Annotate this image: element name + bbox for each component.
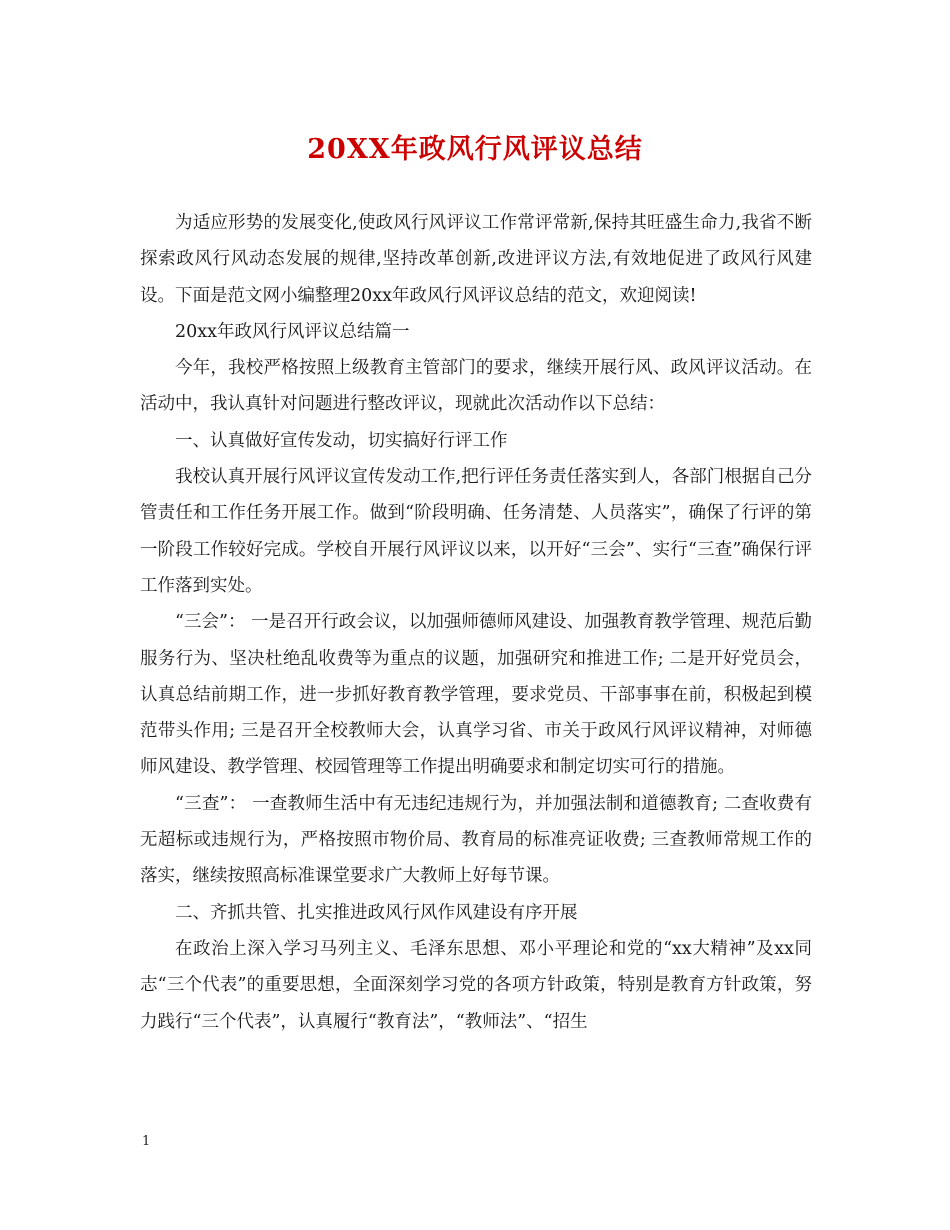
paragraph: 今年，我校严格按照上级教育主管部门的要求，继续开展行风、政风评议活动。在活动中，我认真针对问题进行整改评议，现就此次活动作以下总结： xyxy=(140,358,812,415)
section-heading-part-one: 20xx年政风行风评议总结篇一 xyxy=(175,321,410,342)
section-heading-two: 二、齐抓共管、扎实推进政风行风作风建设有序开展 xyxy=(175,902,578,923)
paragraph: 我校认真开展行风评议宣传发动工作,把行评任务责任落实到人，各部门根据自己分管责任和工作任务开展工作。做到“阶段明确、任务清楚、人员落实”，确保了行评的第一阶段工作较好完成。学校自开展行风评议以来，以开好“三会”、实行“三查”确保行评工作落到实处。 xyxy=(140,467,812,596)
document-title: 20XX年政风行风评议总结 xyxy=(307,134,643,165)
page-number: 1 xyxy=(142,1134,151,1149)
paragraph: 在政治上深入学习马列主义、毛泽东思想、邓小平理论和党的“xx大精神”及xx同志“三个代表”的重要思想，全面深刻学习党的各项方针政策，特别是教育方针政策，努力践行“三个代表”，认真履行“教育法”，“教师法”、“招生 xyxy=(140,938,812,1032)
paragraph-three-checks: “三查”： 一查教师生活中有无违纪违规行为，并加强法制和道德教育; 二查收费有无超标或违规行为，严格按照市物价局、教育局的标准亮证收费; 三查教师常规工作的落实，继续按照高标准课堂要求广大教师上好每节课。 xyxy=(140,793,812,887)
intro-paragraph: 为适应形势的发展变化,使政风行风评议工作常评常新,保持其旺盛生命力,我省不断探索政风行风动态发展的规律,坚持改革创新,改进评议方法,有效地促进了政风行风建设。下面是范文网小编整理20xx年政风行风评议总结的范文，欢迎阅读! xyxy=(140,213,812,306)
section-heading-one: 一、认真做好宣传发动，切实搞好行评工作 xyxy=(175,430,508,451)
document-body xyxy=(140,205,812,1040)
paragraph-three-meetings: “三会”： 一是召开行政会议，以加强师德师风建设、加强教育教学管理、规范后勤服务行为、坚决杜绝乱收费等为重点的议题，加强研究和推进工作; 二是开好党员会，认真总结前期工作，进一步抓好教育教学管理，要求党员、干部事事在前，积极起到模范带头作用; 三是召开全校教师大会，认真学习省、市关于政风行风评议精神，对师德师风建设、教学管理、校园管理等工作提出明确要求和制定切实可行的措施。 xyxy=(140,612,812,778)
